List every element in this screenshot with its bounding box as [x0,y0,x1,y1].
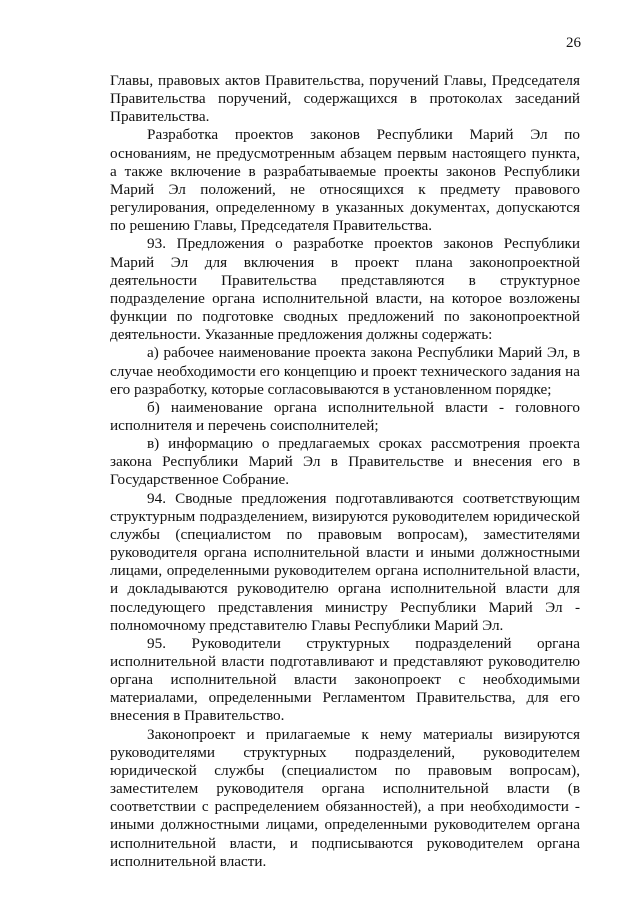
paragraph-item-95: 95. Руководители структурных подразделений органа исполнительной власти подготавливают и представляют руководителю органа исполнительной власти законопроект с необходимыми материалами, определенными Регламентом Правительства, для его внесения в Правительство. [110,634,580,725]
paragraph-item-93-b: б) наименование органа исполнительной власти - головного исполнителя и перечень соисполнителей; [110,398,580,434]
page-number: 26 [566,35,581,51]
paragraph-item-94: 94. Сводные предложения подготавливаются соответствующим структурным подразделением, визируются руководителем юридической службы (специалистом по правовым вопросам), заместителями руководителя органа исполнительной власти и иными должностными лицами, определенными руководителем органа исполнительной власти, и докладываются руководителю органа исполнительной власти для последующего представления министру Республики Марий Эл - полномочному представителю Главы Республики Марий Эл. [110,489,580,634]
paragraph-item-93-v: в) информацию о предлагаемых сроках рассмотрения проекта закона Республики Марий Эл в Правительстве и внесения его в Государственное Собрание. [110,435,580,489]
paragraph-draft-laws-other-grounds: Разработка проектов законов Республики Марий Эл по основаниям, не предусмотренным абзацем первым настоящего пункта, а также включение в разрабатываемые проекты законов Республики Марий Эл положений, не относящихся к предмету правового регулирования, определенному в указанных документах, допускаются по решению Главы, Председателя Правительства. [110,126,580,235]
paragraph-continuation: Главы, правовых актов Правительства, поручений Главы, Председателя Правительства поручений, содержащихся в протоколах заседаний Правительства. [110,72,580,126]
paragraph-item-93: 93. Предложения о разработке проектов законов Республики Марий Эл для включения в проект плана законопроектной деятельности Правительства представляются в структурное подразделение органа исполнительной власти, на которое возложены функции по подготовке сводных предложений по законопроектной деятельности. Указанные предложения должны содержать: [110,235,580,344]
paragraph-item-93-a: а) рабочее наименование проекта закона Республики Марий Эл, в случае необходимости его концепцию и проект технического задания на его разработку, которые согласовываются в установленном порядке; [110,344,580,398]
document-body [110,72,580,871]
paragraph-item-95-endorsement: Законопроект и прилагаемые к нему материалы визируются руководителями структурных подразделений, руководителем юридической службы (специалистом по правовым вопросам), заместителем руководителя органа исполнительной власти (в соответствии с распределением обязанностей), а при необходимости - иными должностными лицами, определенными руководителем органа исполнительной власти, и подписываются руководителем органа исполнительной власти. [110,725,580,870]
